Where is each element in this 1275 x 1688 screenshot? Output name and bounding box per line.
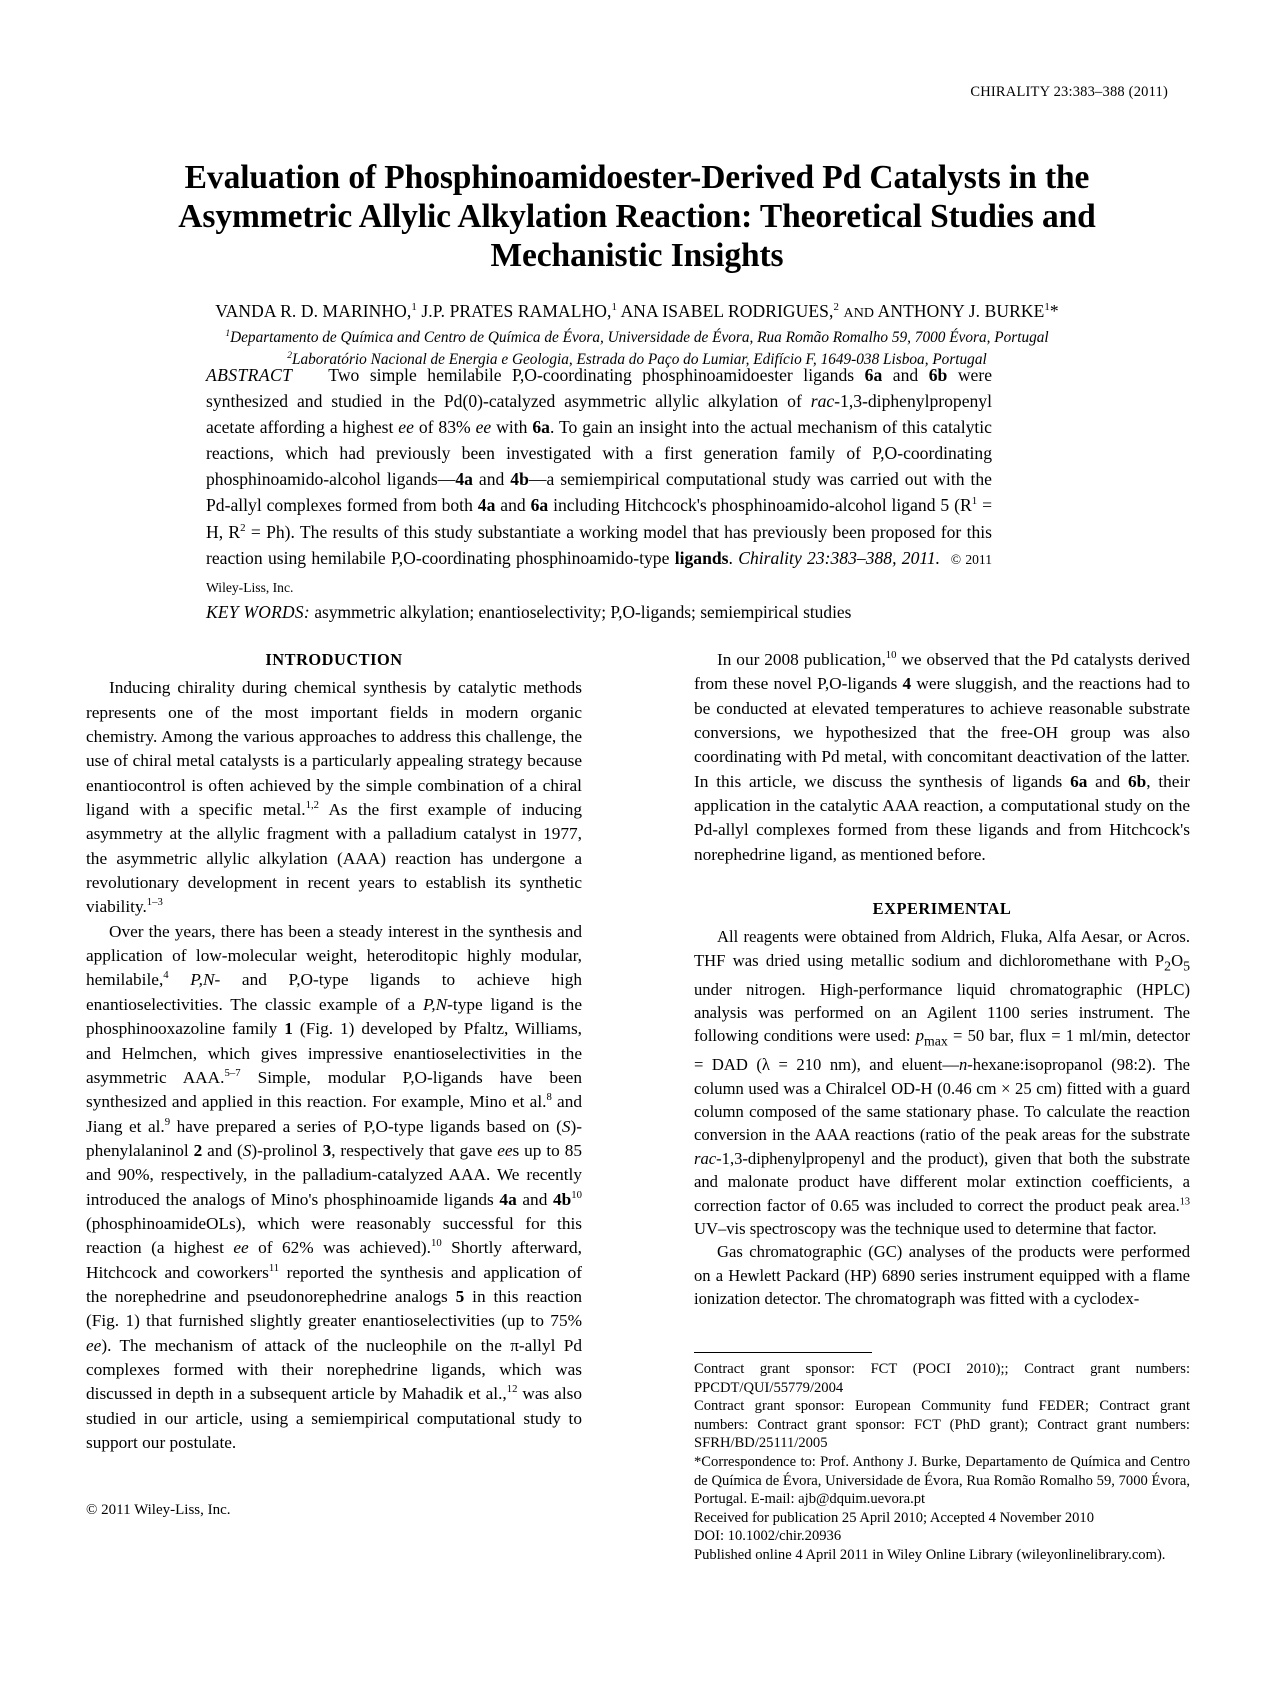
section-heading-experimental: EXPERIMENTAL [872,899,1012,919]
paragraph: Gas chromatographic (GC) analyses of the products were performed on a Hewlett Packard (HP) 6890 series instrument equipped with a flame ionization detector. The chromatograph was fitted with a cyclodex- [694,1242,1190,1309]
page-title: Evaluation of Phosphinoamidoester-Derived Pd Catalysts in the Asymmetric Allylic Alkylation Reaction: Theoretical Studies and Mechanistic Insights [178,159,1096,274]
authors-line: VANDA R. D. MARINHO,$^1$ J.P. PRATES RAMALHO,$^1$ ANA ISABEL RODRIGUES,$^2$ AND ANTHONY J. BURKE$^1$* [215,301,1059,321]
affiliation-1: $^1$Departamento de Química and Centro de Química de Évora, Universidade de Évora, Rua Romão Romalho 59, 7000 Évora, Portugal [225,328,1049,346]
title-block [122,158,1152,370]
running-head: CHIRALITY 23:383–388 (2011) [970,84,1168,100]
section-heading-introduction: INTRODUCTION [265,650,403,669]
footnote-contract-grant-1: Contract grant sponsor: FCT (POCI 2010);; Contract grant numbers: PPCDT/QUI/55779/2004 [694,1361,1190,1396]
footnote-published-online: Published online 4 April 2011 in Wiley Online Library (wileyonlinelibrary.com). [694,1546,1166,1563]
footnote-correspondence: *Correspondence to: Prof. Anthony J. Burke, Departamento de Química and Centro de Química de Évora, Universidade de Évora, Rua Romão Romalho 59, 7000 Évora, Portugal. E-mail: ajb@dquim.uevora.pt [694,1453,1190,1508]
section-spacer [694,867,1190,897]
paragraph: Inducing chirality during chemical synthesis by catalytic methods represents one of the most important fields in modern organic chemistry. Among the various approaches to address this challenge, the use of chiral metal catalysts is a particularly appealing strategy because enantiocontrol is often achieved by the simple combination of a chiral ligand with a specific metal.$^{1,2}$ As the first example of inducing asymmetry at the allylic fragment with a palladium catalyst in 1977, the asymmetric allylic alkylation (AAA) reaction has undergone a revolutionary development in recent years to establish its synthetic viability.$^{1-3}$ [86,678,582,917]
right-column [694,648,1190,1311]
paragraph: In our 2008 publication,$^{10}$ we observed that the Pd catalysts derived from these novel P,O-ligands 4 were sluggish, and the reactions had to be conducted at elevated temperatures to achieve reasonable substrate conversions, we hypothesized that the free-OH group was also coordinating with Pd metal, with concomitant deactivation of the latter. In this article, we discuss the synthesis of ligands 6a and 6b, their application in the catalytic AAA reaction, a computational study on the Pd-allyl complexes formed from these ligands and from Hitchcock's norephedrine ligand, as mentioned before. [694,649,1191,864]
keywords-label: KEY WORDS: [206,602,310,622]
left-column [86,648,582,1455]
footnote-received: Received for publication 25 April 2010; Accepted 4 November 2010 [694,1509,1095,1526]
footnote-rule [694,1352,872,1353]
abstract: ABSTRACT Two simple hemilabile P,O-coordinating phosphinoamidoester ligands 6a and 6b were synthesized and studied in the Pd(0)-catalyzed asymmetric allylic alkylation of rac-1,3-diphenylpropenyl acetate affording a highest ee of 83% ee with 6a. To gain an insight into the actual mechanism of this catalytic reactions, which had previously been investigated with a first generation family of P,O-coordinating phosphinoamido-alcohol ligands—4a and 4b—a semiempirical computational study was carried out with the Pd-allyl complexes formed from both 4a and 6a including Hitchcock's phosphinoamido-alcohol ligand 5 ($R^1 = H$, $R^2 = Ph$). The results of this study substantiate a working model that has previously been proposed for this reaction using hemilabile P,O-coordinating phosphinoamido-type ligands. Chirality 23:383–388, 2011. © 2011 Wiley-Liss, Inc. [206,365,993,595]
footnote-block [694,1352,1190,1565]
footnote-doi: DOI: 10.1002/chir.20936 [694,1528,842,1545]
bottom-copyright: © 2011 Wiley-Liss, Inc. [86,1502,231,1518]
abstract-copyright: © 2011 Wiley-Liss, Inc. [206,551,993,595]
abstract-label: ABSTRACT [206,365,293,385]
footnote-contract-grant-2: Contract grant sponsor: European Community fund FEDER; Contract grant numbers: Contract grant sponsor: FCT (PhD grant); Contract grant numbers: SFRH/BD/25111/2005 [694,1398,1190,1452]
affiliation-2: $^2$Laboratório Nacional de Energia e Geologia, Estrada do Paço do Lumiar, Edifício F, 1649-038 Lisboa, Portugal [287,350,987,368]
keywords-text: asymmetric alkylation; enantioselectivity; P,O-ligands; semiempirical studies [314,602,852,622]
paragraph: All reagents were obtained from Aldrich, Fluka, Alfa Aesar, or Acros. THF was dried using metallic sodium and dichloromethane with $P_2O_5$ under nitrogen. High-performance liquid chromatographic (HPLC) analysis was performed on an Agilent 1100 series instrument. The following conditions were used: $p_{max} = 50$ bar, flux = 1 ml/min, detector = DAD (λ = 210 nm), and eluent—n-hexane:isopropanol (98:2). The column used was a Chiralcel OD-H (0.46 cm × 25 cm) fitted with a guard column composed of the same stationary phase. To calculate the reaction conversion in the AAA reactions (ratio of the peak areas for the substrate rac-1,3-diphenylpropenyl and the product), given that both the substrate and malonate product have different molar extinction coefficients, a correction factor of 0.65 was included to correct the product peak area.$^{13}$ UV–vis spectroscopy was the technique used to determine that factor. [694,927,1190,1238]
paragraph: Over the years, there has been a steady interest in the synthesis and application of low-molecular weight, heteroditopic highly modular, hemilabile,$^4$ P,N- and P,O-type ligands to achieve high enantioselectivities. The classic example of a P,N-type ligand is the phosphinooxazoline family 1 (Fig. 1) developed by Pfaltz, Williams, and Helmchen, which gives impressive enantioselectivities in the asymmetric AAA.$^{5-7}$ Simple, modular P,O-ligands have been synthesized and applied in this reaction. For example, Mino et al.$^8$ and Jiang et al.$^9$ have prepared a series of P,O-type ligands based on (S)-phenylalaninol 2 and (S)-prolinol 3, respectively that gave ees up to 85 and 90%, respectively, in the palladium-catalyzed AAA. We recently introduced the analogs of Mino's phosphinoamide ligands 4a and $4b^{10}$ (phosphinoamideOLs), which were reasonably successful for this reaction (a highest ee of 62% was achieved).$^{10}$ Shortly afterward, Hitchcock and coworkers$^{11}$ reported the synthesis and application of the norephedrine and pseudonorephedrine analogs 5 in this reaction (Fig. 1) that furnished slightly greater enantioselectivities (up to 75% ee). The mechanism of attack of the nucleophile on the π-allyl Pd complexes formed with their norephedrine ligands, which was discussed in depth in a subsequent article by Mahadik et al.,$^{12}$ was also studied in our article, using a semiempirical computational study to support our postulate. [86,921,583,1452]
keywords [206,600,992,624]
